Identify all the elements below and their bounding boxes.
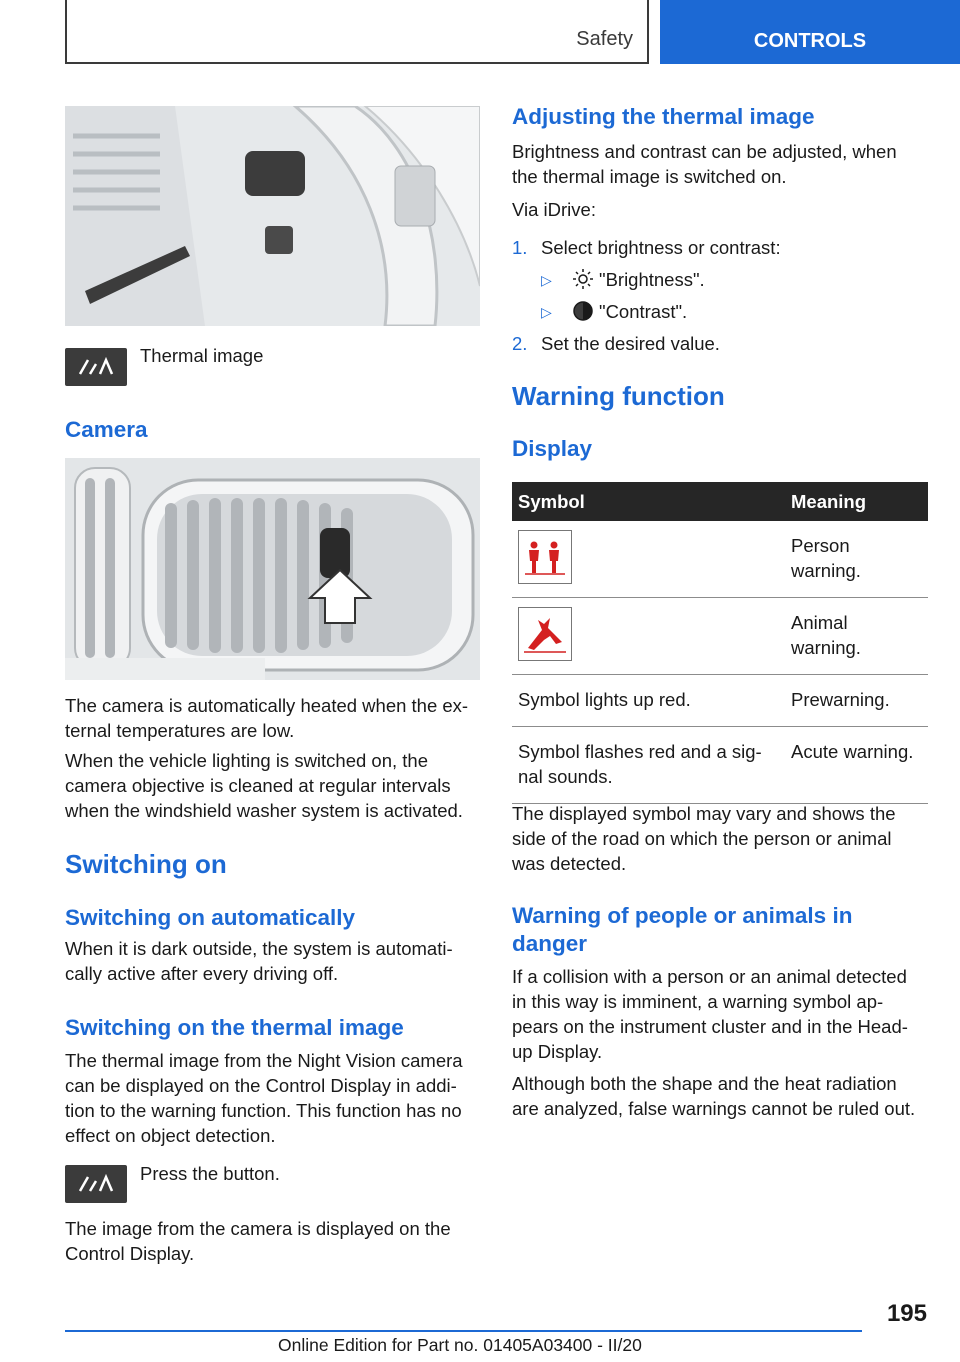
table-row [512,521,928,598]
table-row [512,675,928,727]
table-header-meaning: Meaning [785,482,928,521]
danger-heading-line2: danger [512,931,588,956]
via-idrive: Via iDrive: [512,199,596,220]
table-header-symbol: Symbol [512,482,785,521]
camera-p1-line1: The camera is automatically heated when the ex- [65,695,469,716]
thermal-p-line4: effect on object detection. [65,1125,276,1146]
camera-p2-line1: When the vehicle lighting is switched on, the [65,750,429,771]
step-2 [512,331,527,356]
camera-paragraph-1 [65,693,485,743]
sub-contrast: "Contrast". [599,301,688,322]
bullet-triangle-icon: ▷ [541,304,552,320]
auto-p-line2: cally active after every driving off. [65,963,339,984]
press-caption: Press the button. [140,1163,280,1184]
vary-p-line2: side of the road on which the person or animal [512,828,892,849]
table-row [512,727,928,804]
step-2-text: Set the desired value. [541,333,720,354]
danger-p-line2: in this way is imminent, a warning symbol ap- [512,991,884,1012]
step-1-text: Select brightness or contrast: [541,237,781,258]
header-chapter: CONTROLS [660,0,960,64]
thermal-p-line2: can be displayed on the Control Display in addi- [65,1075,457,1096]
danger-p-line1: If a collision with a person or an animal detected [512,966,907,987]
dashboard-illustration [65,106,480,326]
table-cell-meaning: Prewarning. [785,675,928,727]
adjust-p-line2: the thermal image is switched on. [512,166,787,187]
adjust-p-line1: Brightness and contrast can be adjusted, when [512,141,897,162]
camera-heading: Camera [65,417,148,442]
page-number: 195 [886,1300,927,1327]
thermal-caption: Thermal image [140,345,264,366]
table-cell-symbol [512,598,785,675]
camera-p2-line2: camera objective is cleaned at regular intervals [65,775,451,796]
table-cell-meaning: Person warning. [785,521,928,598]
adjust-heading: Adjusting the thermal image [512,104,815,129]
false-p-line2: are analyzed, false warnings cannot be ruled out. [512,1098,916,1119]
header-section-box [65,0,649,64]
auto-p-line1: When it is dark outside, the system is automati- [65,938,453,959]
contrast-icon [572,300,594,327]
result-p-line2: Control Display. [65,1243,195,1264]
vary-paragraph [512,801,932,876]
bullet-triangle-icon: ▷ [541,272,552,288]
danger-p-line4: up Display. [512,1041,603,1062]
step-1-number: 1. [512,237,528,258]
step-2-number: 2. [512,333,528,354]
table-header-row [512,482,928,521]
switching-on-heading: Switching on [65,849,227,879]
thermal-paragraph [65,1048,485,1148]
table-cell-symbol [512,521,785,598]
footer-rule [65,1330,862,1332]
camera-grille-illustration [65,458,480,680]
result-p-line1: The image from the camera is displayed on the [65,1218,451,1239]
thermal-image-heading: Switching on the thermal image [65,1015,404,1040]
table-cell-symbol [512,727,785,804]
thermal-p-line1: The thermal image from the Night Vision camera [65,1050,463,1071]
danger-heading-line1: Warning of people or animals in [512,903,853,928]
camera-p1-line2: ternal temperatures are low. [65,720,295,741]
vary-p-line1: The displayed symbol may vary and shows the [512,803,896,824]
display-heading: Display [512,436,593,461]
night-vision-button-icon [65,1165,127,1203]
symbol-table [512,482,928,804]
false-p-line1: Although both the shape and the heat radiation [512,1073,897,1094]
danger-heading [512,902,852,958]
table-row [512,598,928,675]
danger-paragraph [512,964,932,1064]
person-warning-icon [518,530,572,584]
camera-paragraph-2 [65,748,485,823]
brightness-icon [572,268,594,295]
adjust-paragraph [512,139,932,189]
row4-line1: Symbol flashes red and a sig- [518,741,762,762]
animal-warning-icon [518,607,572,661]
thermal-p-line3: tion to the warning function. This function has no [65,1100,462,1121]
night-vision-button-icon [65,348,127,386]
row4-line2: nal sounds. [518,766,613,787]
header-section: Safety [576,28,633,50]
table-cell-meaning: Acute warning. [785,727,928,804]
footer-edition: Online Edition for Part no. 01405A03400 - II/20 [278,1335,642,1355]
table-cell-symbol: Symbol lights up red. [512,675,785,727]
step-1 [512,235,527,260]
auto-heading: Switching on automatically [65,905,356,930]
camera-p2-line3: when the windshield washer system is activated. [65,800,463,821]
sub-brightness: "Brightness". [599,269,705,290]
warning-function-heading: Warning function [512,381,725,411]
vary-p-line3: was detected. [512,853,627,874]
auto-paragraph [65,936,485,986]
danger-p-line3: pears on the instrument cluster and in the Head- [512,1016,908,1037]
result-paragraph [65,1216,485,1266]
table-cell-meaning: Animal warning. [785,598,928,675]
false-warning-paragraph [512,1071,932,1121]
